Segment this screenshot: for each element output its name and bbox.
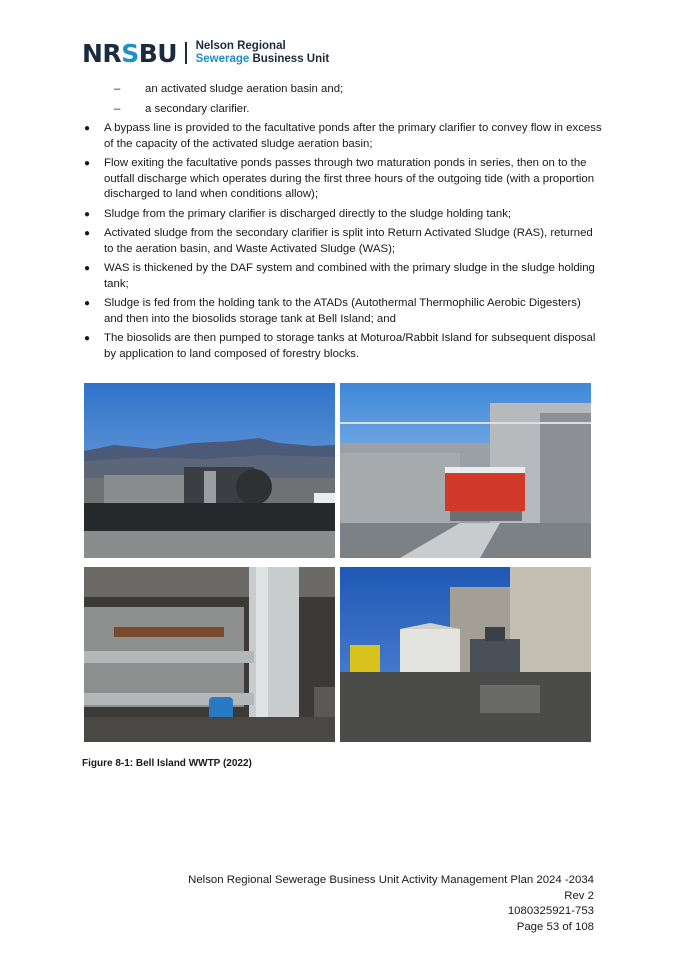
photo-daf-unit — [340, 383, 591, 558]
dash-marker: – — [114, 83, 121, 95]
bullet-icon: ● — [84, 228, 91, 239]
photo-atad-tanks — [340, 567, 591, 742]
bullet-item: ● WAS is thickened by the DAF system and combined with the primary sludge in the sludge holding tank; — [82, 261, 602, 292]
photo-interior-pipework — [84, 567, 335, 742]
logo-mark: NRSBU — [82, 38, 178, 68]
bullet-icon: ● — [84, 333, 91, 344]
bullet-item: ● The biosolids are then pumped to storage tanks at Moturoa/Rabbit Island for subsequent disposal by application to land composed of forestry blocks. — [82, 331, 602, 362]
list-item: – a secondary clarifier. — [82, 102, 602, 118]
bullet-item: ● Activated sludge from the secondary clarifier is split into Return Activated Sludge (RAS), returned to the aeration basin, and Waste Activated Sludge (WAS); — [82, 226, 602, 257]
footer-plan-title: Nelson Regional Sewerage Business Unit Activity Management Plan 2024 -2034 — [188, 874, 594, 886]
bullet-icon: ● — [84, 298, 91, 309]
figure-caption: Figure 8-1: Bell Island WWTP (2022) — [82, 758, 252, 769]
bullet-icon: ● — [84, 158, 91, 169]
bullet-item: ● Sludge is fed from the holding tank to the ATADs (Autothermal Thermophilic Aerobic Digesters) and then into the biosolids storage tank at Bell Island; and — [82, 296, 602, 327]
dash-marker: – — [114, 102, 121, 115]
page-footer — [188, 873, 594, 935]
bullet-item: ● Flow exiting the facultative ponds passes through two maturation ponds in series, then on to the outfall discharge which operates during the first three hours of the outgoing tide (with a proportion discharged to land when conditions allow); — [82, 156, 602, 203]
bullet-icon: ● — [84, 263, 91, 274]
bullet-icon: ● — [84, 123, 91, 134]
bullet-icon: ● — [84, 208, 91, 220]
logo-divider — [185, 42, 187, 64]
body-text — [82, 82, 602, 366]
footer-page-number: Page 53 of 108 — [516, 920, 594, 933]
bullet-item: ● A bypass line is provided to the facultative ponds after the primary clarifier to convey flow in excess of the capacity of the activated sludge aeration basin; — [82, 121, 602, 152]
logo-text: Nelson Regional Sewerage Business Unit — [195, 40, 330, 65]
nrsbu-logo — [82, 38, 329, 68]
footer-revision: Rev 2 — [564, 889, 594, 902]
list-item: – an activated sludge aeration basin and; — [82, 82, 602, 98]
bullet-item: ● Sludge from the primary clarifier is discharged directly to the sludge holding tank; — [82, 207, 602, 223]
photo-plant-exterior — [84, 383, 335, 558]
footer-doc-id: 1080325921-753 — [507, 905, 594, 917]
